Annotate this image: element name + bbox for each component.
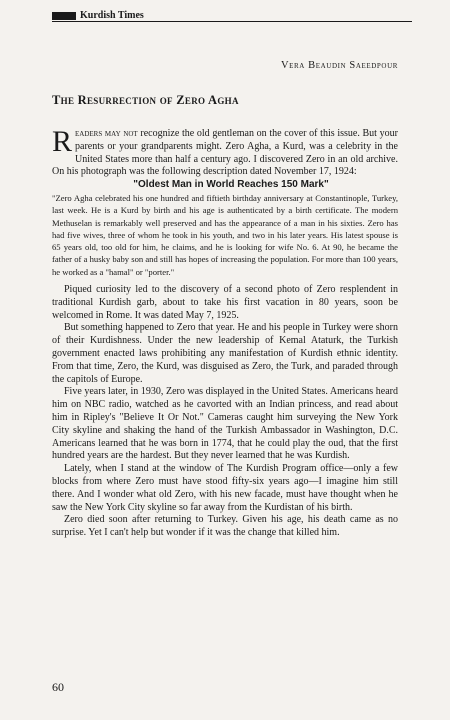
author-name: Vera Beaudin Saeedpour (280, 60, 398, 71)
drop-cap: R (52, 125, 73, 158)
publication-name: Kurdish Times (80, 10, 144, 21)
intro-paragraph (52, 125, 398, 179)
intro-text: recognize the old gentleman on the cover of this issue. But your parents or your grandparents might. Zero Agha, a Kurd, was a celebrity in the United States more than half a century ago. I discovered Zero in an old archive. On his photograph was the following description dated November 17, 1924: (52, 128, 398, 178)
article-body (52, 125, 398, 540)
body-paragraph: Zero died soon after returning to Turkey. Given his age, his death came as no surprise. Yet I can't help but wonder if it was the change that killed him. (52, 514, 398, 539)
running-header (52, 11, 412, 22)
body-paragraph: Lately, when I stand at the window of The Kurdish Program office—only a few blocks from where Zero must have stood fifty-six years ago—I imagine him still there. And I wonder what old Zero, with his new facade, must have thought when he saw the New York City skyline so far away from the Kurdistan of his birth. (52, 463, 398, 513)
body-paragraph: Piqued curiosity led to the discovery of a second photo of Zero resplendent in traditional Kurdish garb, about to take his first vacation in 80 years, soon be welcomed in Rome. It was dated May 7, 1925. (52, 284, 398, 321)
page-number: 60 (52, 680, 64, 694)
article-title: The Resurrection of Zero Agha (52, 93, 239, 107)
quoted-headline: "Oldest Man in World Reaches 150 Mark" (133, 179, 329, 191)
body-paragraph: But something happened to Zero that year. He and his people in Turkey were shorn of their Kurdishness. Under the new leadership of Kemal Ataturk, the Turkish government enacted laws prohibiting any manifestation of Kurdish ethnic identity. From that time, Zero, the Kurd, was disguised as Zero, the Turk, and paraded through the capitols of Europe. (52, 322, 398, 385)
body-paragraph: Five years later, in 1930, Zero was displayed in the United States. Americans heard him on NBC radio, watched as he cavorted with an Indian princess, and read about him in Ripley's "Believe It Or Not." Cameras caught him surveying the New York City skyline and shaking the hand of the Turkish Ambassador in Washington, D.C. Americans learned that he was born in 1774, that he could play the oud, that the first hundred years are the hardest. But they never learned that he was Kurdish. (52, 386, 398, 462)
lead-in-caps: eaders may not (75, 128, 138, 139)
header-block-mark (52, 12, 76, 20)
quoted-description: "Zero Agha celebrated his one hundred and fiftieth birthday anniversary at Constantinople, Turkey, last week. He is a Kurd by birth and his age is authenticated by a birth certificate. The modern Methuselan is remarkably well preserved and has the appearance of a man in his sixties. Zero has had five wives, three of whom he took in his youth, and two in his later years. His latest spouse is 65 years old, too old for him, he claims, and he is looking for wife No. 6. At 90, he became the father of a husky baby son and still has hopes of increasing the population. For more than 100 years, he worked as a "hamal" or "porter." (52, 192, 398, 277)
